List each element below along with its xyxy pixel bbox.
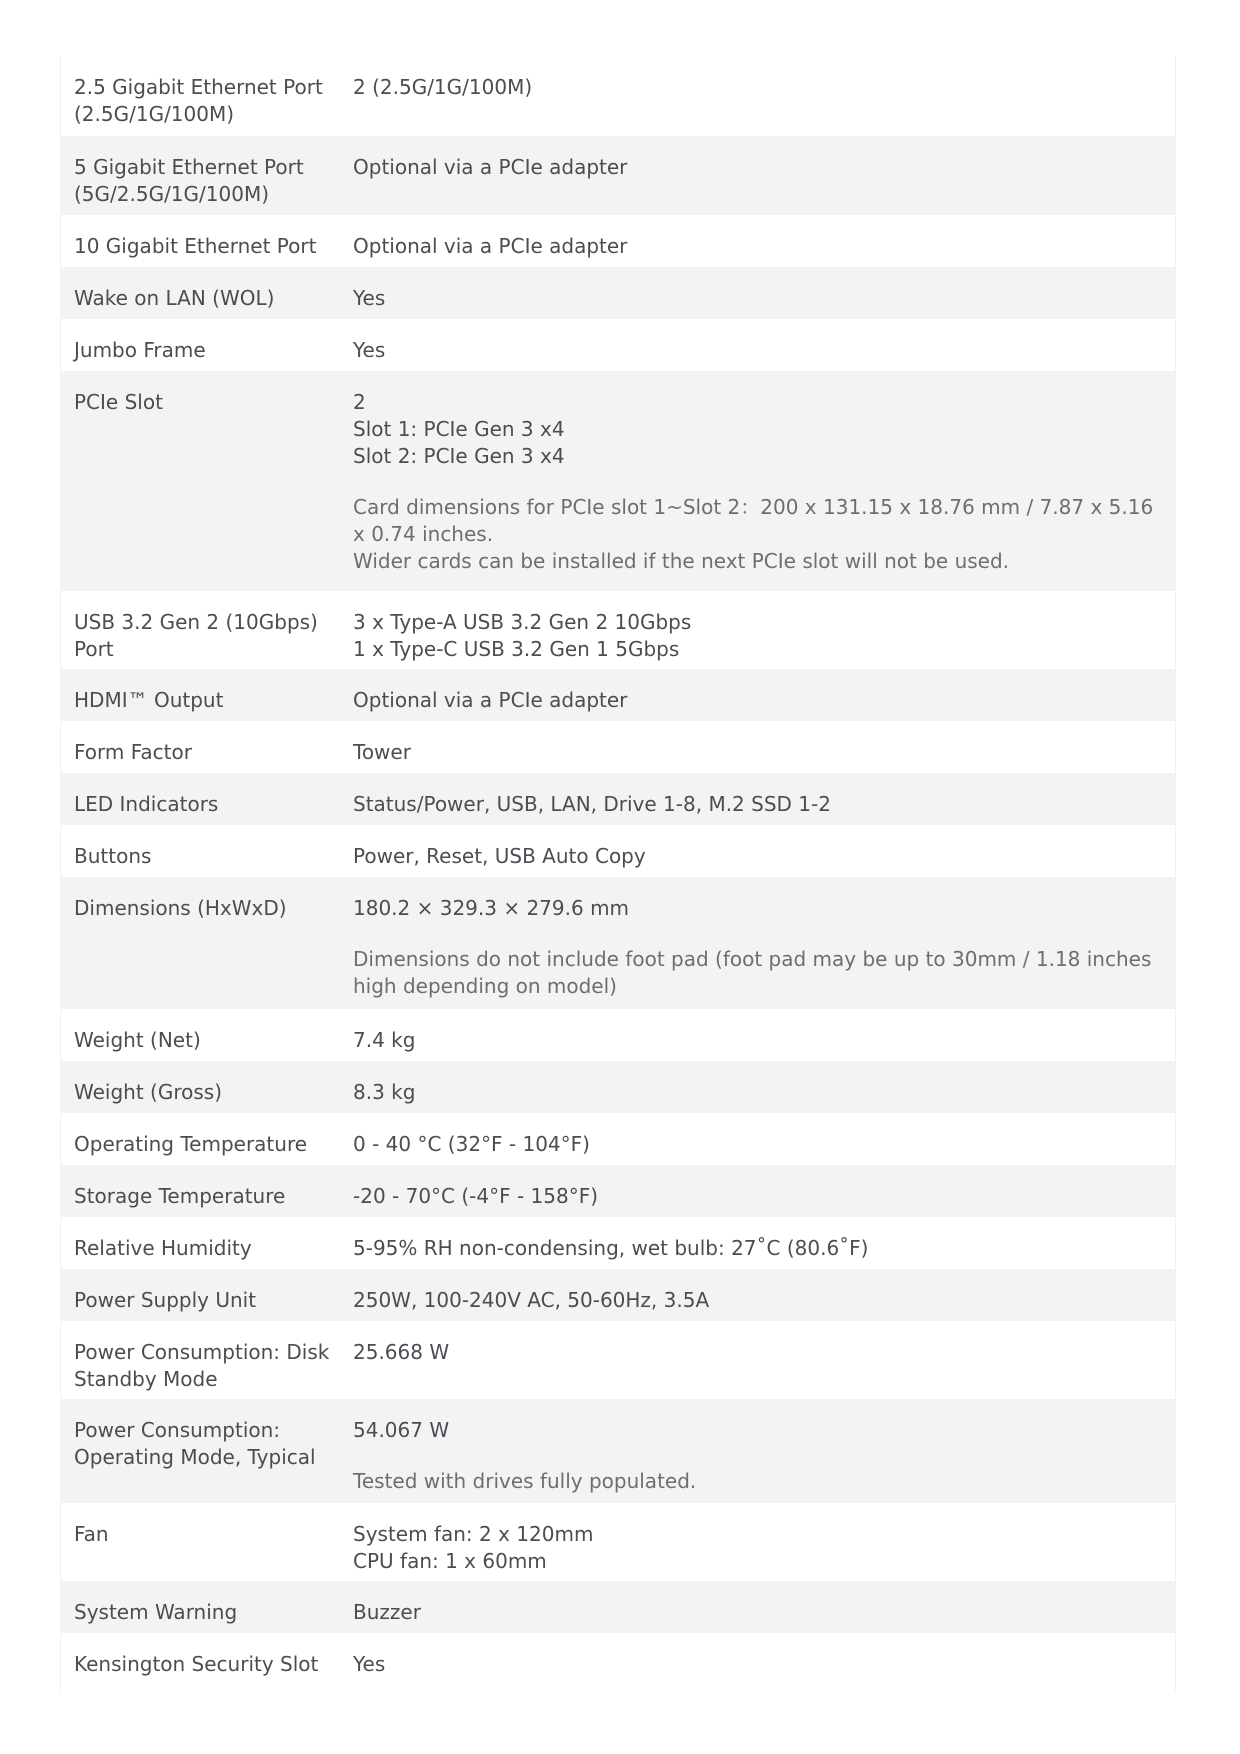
spec-label: LED Indicators: [74, 792, 219, 816]
spec-value-line: 5-95% RH non-condensing, wet bulb: 27˚C (80.6˚F): [353, 1236, 869, 1260]
spec-value-line: 7.4 kg: [353, 1028, 416, 1052]
spec-value-line: Optional via a PCIe adapter: [353, 688, 628, 712]
spec-row: [61, 1503, 1175, 1581]
spec-row: [61, 1581, 1175, 1633]
spec-row: [61, 1269, 1175, 1321]
spec-row: [61, 825, 1175, 877]
spec-label: 10 Gigabit Ethernet Port: [74, 234, 317, 258]
spec-value: [353, 1581, 1175, 1633]
spec-value-line: Optional via a PCIe adapter: [353, 234, 628, 258]
spec-value-line: Optional via a PCIe adapter: [353, 155, 628, 179]
spec-row: [61, 136, 1175, 215]
spec-label: Operating Temperature: [74, 1132, 308, 1156]
spec-value-line: CPU fan: 1 x 60mm: [353, 1549, 547, 1573]
spec-row: [61, 56, 1175, 136]
spec-value: [353, 1113, 1175, 1165]
spec-label: Form Factor: [74, 740, 192, 764]
spec-row: [61, 1321, 1175, 1399]
spec-label: Weight (Net): [74, 1028, 201, 1052]
spec-row: [61, 371, 1175, 591]
spec-value-line: 2 (2.5G/1G/100M): [353, 75, 533, 99]
spec-value: [353, 877, 1175, 1009]
spec-row: [61, 877, 1175, 1009]
spec-value: [353, 1399, 1175, 1503]
spec-label: USB 3.2 Gen 2 (10Gbps) Port: [74, 610, 318, 661]
spec-label: Weight (Gross): [74, 1080, 222, 1104]
spec-note: Dimensions do not include foot pad (foot pad may be up to 30mm / 1.18 inches high depending on model): [353, 947, 1152, 998]
spec-value-line: Buzzer: [353, 1600, 421, 1624]
spec-value: [353, 773, 1175, 825]
spec-value-line: 54.067 W: [353, 1418, 450, 1442]
spec-value: [353, 136, 1175, 215]
spec-value: [353, 371, 1175, 591]
spec-row: [61, 591, 1175, 669]
spec-value-line: Yes: [353, 1652, 386, 1676]
spec-row: [61, 1217, 1175, 1269]
spec-label: PCIe Slot: [74, 390, 163, 414]
spec-value-line: 2: [353, 390, 366, 414]
spec-value-line: 25.668 W: [353, 1340, 450, 1364]
spec-label: System Warning: [74, 1600, 238, 1624]
spec-row: [61, 1061, 1175, 1113]
spec-label: Dimensions (HxWxD): [74, 896, 287, 920]
spec-label: Power Consumption: Operating Mode, Typical: [74, 1418, 316, 1469]
spec-value: [353, 215, 1175, 267]
spec-label: Jumbo Frame: [74, 338, 206, 362]
spec-row: [61, 1165, 1175, 1217]
spec-value-line: 3 x Type-A USB 3.2 Gen 2 10Gbps: [353, 610, 692, 634]
spec-label: Storage Temperature: [74, 1184, 286, 1208]
spec-label: Power Supply Unit: [74, 1288, 257, 1312]
spec-value: [353, 267, 1175, 319]
spec-value-line: 0 - 40 °C (32°F - 104°F): [353, 1132, 590, 1156]
spec-value-line: 180.2 × 329.3 × 279.6 mm: [353, 896, 630, 920]
spec-label: 2.5 Gigabit Ethernet Port (2.5G/1G/100M): [74, 75, 323, 126]
spec-value: [353, 1269, 1175, 1321]
spec-row: [61, 773, 1175, 825]
spec-value: [353, 1321, 1175, 1399]
spec-row: [61, 267, 1175, 319]
spec-value: [353, 1061, 1175, 1113]
spec-note: Card dimensions for PCIe slot 1~Slot 2：200 x 131.15 x 18.76 mm / 7.87 x 5.16 x 0.74 inches. Wider cards can be installed if the next PCIe slot will not be used.: [353, 495, 1154, 573]
spec-value-line: Slot 1: PCIe Gen 3 x4: [353, 417, 565, 441]
spec-row: [61, 721, 1175, 773]
spec-value: [353, 319, 1175, 371]
spec-value-line: Tower: [353, 740, 411, 764]
spec-label: 5 Gigabit Ethernet Port (5G/2.5G/1G/100M): [74, 155, 304, 206]
spec-note: Tested with drives fully populated.: [353, 1469, 697, 1493]
spec-label: Fan: [74, 1522, 109, 1546]
spec-value: [353, 1009, 1175, 1061]
spec-value: [353, 1633, 1175, 1691]
spec-value-line: Yes: [353, 338, 386, 362]
spec-value-line: Slot 2: PCIe Gen 3 x4: [353, 444, 565, 468]
spec-row: [61, 669, 1175, 721]
spec-value: [353, 1165, 1175, 1217]
spec-value: [353, 721, 1175, 773]
spec-value-line: Yes: [353, 286, 386, 310]
spec-value-line: 8.3 kg: [353, 1080, 416, 1104]
spec-row: [61, 1633, 1175, 1691]
spec-row: [61, 1009, 1175, 1061]
spec-value: [353, 1503, 1175, 1581]
spec-label: Wake on LAN (WOL): [74, 286, 275, 310]
spec-label: Power Consumption: Disk Standby Mode: [74, 1340, 330, 1391]
spec-value-line: 250W, 100-240V AC, 50-60Hz, 3.5A: [353, 1288, 710, 1312]
spec-row: [61, 319, 1175, 371]
spec-table: [60, 56, 1176, 1691]
spec-row: [61, 215, 1175, 267]
spec-value: [353, 56, 1175, 136]
spec-value: [353, 1217, 1175, 1269]
spec-value-line: Power, Reset, USB Auto Copy: [353, 844, 646, 868]
spec-value-line: -20 - 70°C (-4°F - 158°F): [353, 1184, 599, 1208]
spec-value: [353, 591, 1175, 669]
spec-value-line: Status/Power, USB, LAN, Drive 1-8, M.2 SSD 1-2: [353, 792, 831, 816]
spec-label: HDMI™ Output: [74, 688, 224, 712]
spec-row: [61, 1113, 1175, 1165]
spec-value: [353, 825, 1175, 877]
spec-value-line: System fan: 2 x 120mm: [353, 1522, 594, 1546]
spec-value-line: 1 x Type-C USB 3.2 Gen 1 5Gbps: [353, 637, 680, 661]
spec-label: Relative Humidity: [74, 1236, 252, 1260]
spec-label: Kensington Security Slot: [74, 1652, 319, 1676]
spec-row: [61, 1399, 1175, 1503]
spec-value: [353, 669, 1175, 721]
spec-label: Buttons: [74, 844, 152, 868]
